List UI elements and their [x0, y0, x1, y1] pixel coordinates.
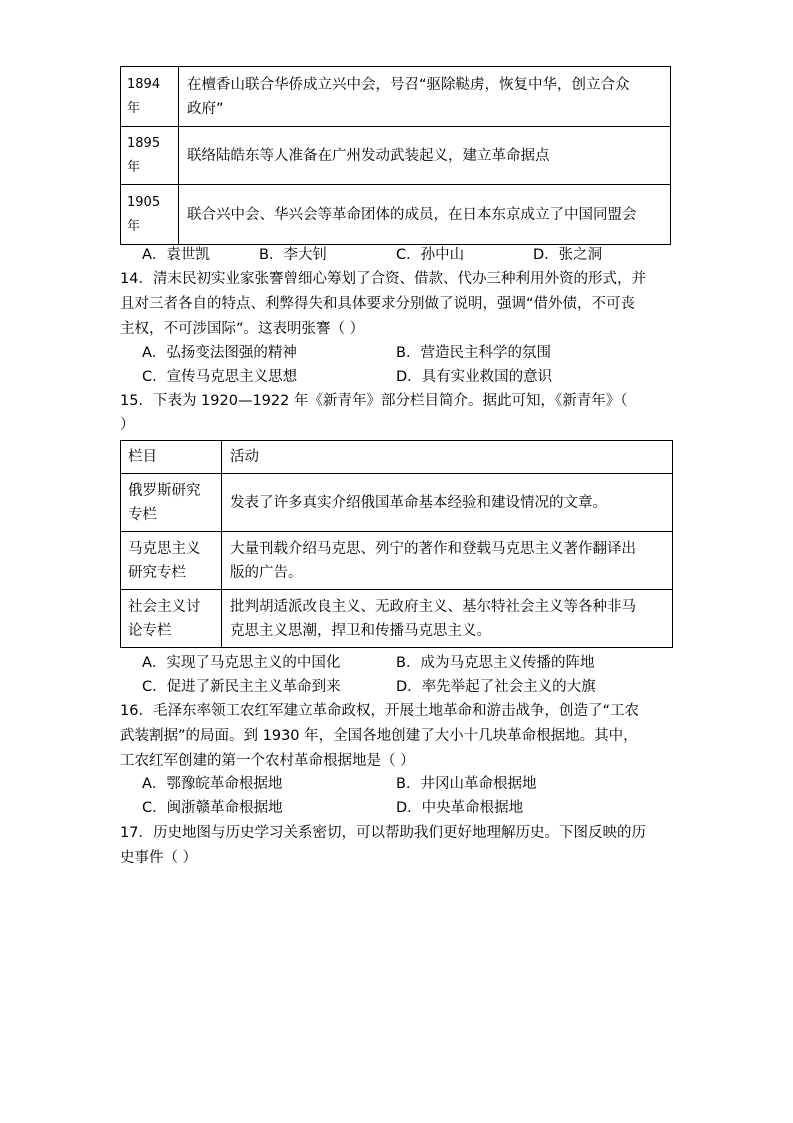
q14-stem-line-3: 主权，不可涉国际”。这表明张謇（ ）: [120, 321, 365, 337]
q15-stem-line-2: ）: [120, 417, 135, 433]
q15-option-c: C．促进了新民主主义革命到来: [142, 679, 341, 695]
activity-cell: 批判胡适派改良主义、无政府主义、基尔特社会主义等各种非马 克思主义思潮，捍卫和传播马克思主义。: [222, 590, 673, 648]
q14-option-d: D．具有实业救国的意识: [396, 369, 553, 385]
table-row: [121, 67, 671, 127]
q16-option-d: D．中央革命根据地: [396, 800, 524, 816]
event-cell: 联络陆皓东等人准备在广州发动武装起义，建立革命据点: [179, 127, 671, 185]
column-cell: 俄罗斯研究 专栏: [121, 474, 222, 532]
q17-stem-line-2: 史事件（ ）: [120, 850, 198, 866]
q14-stem-line-2: 且对三者各自的特点、利弊得失和具体要求分别做了说明，强调“借外债，不可丧: [120, 296, 636, 312]
q17-stem-line-1: 17．历史地图与历史学习关系密切，可以帮助我们更好地理解历史。下图反映的历: [120, 825, 646, 841]
q15-option-a: A．实现了马克思主义的中国化: [142, 655, 341, 671]
column-cell: 社会主义讨 论专栏: [121, 590, 222, 648]
events-table: [120, 66, 671, 245]
q16-stem-line-3: 工农红军创建的第一个农村革命根据地是（ ）: [120, 753, 415, 769]
table-row: [121, 532, 673, 590]
year-cell: 1894 年: [121, 67, 179, 127]
activity-cell: 发表了许多真实介绍俄国革命基本经验和建设情况的文章。: [222, 474, 673, 532]
column-cell: 马克思主义 研究专栏: [121, 532, 222, 590]
q14-option-b: B．营造民主科学的氛围: [396, 345, 551, 361]
q13-option-d: D．张之洞: [533, 247, 603, 263]
q14-option-a: A．弘扬变法图强的精神: [142, 345, 297, 361]
table-row: [121, 127, 671, 185]
header-cell-activity: 活动: [222, 441, 673, 474]
q16-stem-line-1: 16．毛泽东率领工农红军建立革命政权，开展土地革命和游击战争，创造了“工农: [120, 703, 639, 719]
table-header-row: [121, 441, 673, 474]
q13-option-c: C．孙中山: [396, 247, 465, 263]
xinqingnian-columns-table: [120, 440, 673, 648]
q13-option-b: B．李大钊: [259, 247, 327, 263]
table-row: [121, 590, 673, 648]
q15-option-b: B．成为马克思主义传播的阵地: [396, 655, 595, 671]
q16-option-b: B．井冈山革命根据地: [396, 776, 537, 792]
q15-stem-line-1: 15．下表为 1920—1922 年《新青年》部分栏目简介。据此可知，《新青年》（: [120, 393, 628, 409]
event-cell: 在檀香山联合华侨成立兴中会，号召“驱除鞑虏，恢复中华，创立合众 政府”: [179, 67, 671, 127]
header-cell-column: 栏目: [121, 441, 222, 474]
year-cell: 1895 年: [121, 127, 179, 185]
table-row: [121, 474, 673, 532]
q14-option-c: C．宣传马克思主义思想: [142, 369, 298, 385]
q16-option-c: C．闽浙赣革命根据地: [142, 800, 283, 816]
q15-option-d: D．率先举起了社会主义的大旗: [396, 679, 596, 695]
q14-stem-line-1: 14．清末民初实业家张謇曾细心筹划了合资、借款、代办三种利用外资的形式，并: [120, 271, 646, 287]
q13-option-a: A．袁世凯: [142, 247, 210, 263]
year-cell: 1905 年: [121, 185, 179, 245]
table-row: [121, 185, 671, 245]
event-cell: 联合兴中会、华兴会等革命团体的成员，在日本东京成立了中国同盟会: [179, 185, 671, 245]
activity-cell: 大量刊载介绍马克思、列宁的著作和登载马克思主义著作翻译出 版的广告。: [222, 532, 673, 590]
q16-option-a: A．鄂豫皖革命根据地: [142, 776, 283, 792]
q16-stem-line-2: 武装割据”的局面。到 1930 年，全国各地创建了大小十几块革命根据地。其中，: [120, 728, 638, 744]
